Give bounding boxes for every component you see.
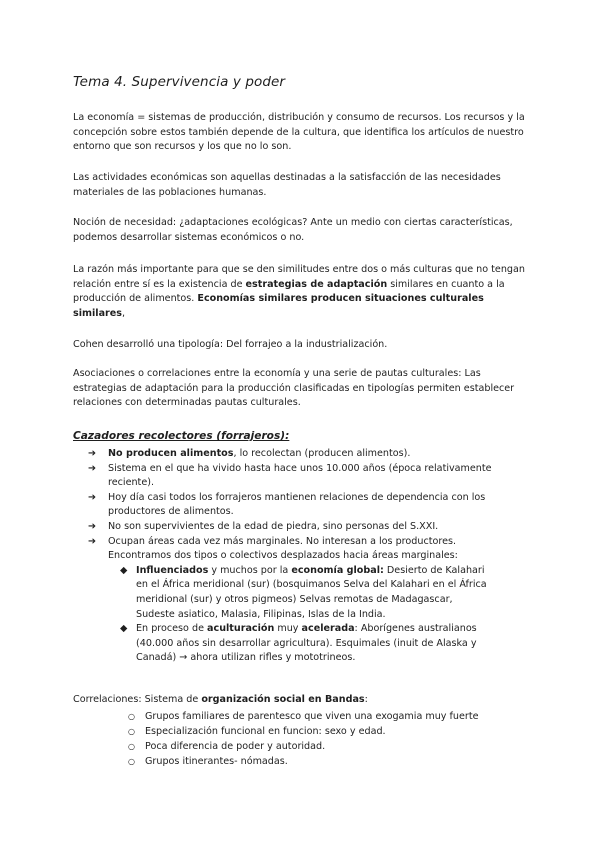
diamond-bullet-icon: ◆ <box>120 623 128 635</box>
text-span: Grupos itinerantes- nómadas. <box>145 756 288 767</box>
text-span: No son supervivientes de la edad de piedra, sino personas del S.XXI. <box>108 520 439 532</box>
bold-text: acelerada <box>301 623 355 635</box>
paragraph-necesidad: Noción de necesidad: ¿adaptaciones ecológicas? Ante un medio con ciertas características, podemos desarrollar sistemas económicos o no. <box>73 217 513 243</box>
paragraph-razon <box>73 263 533 321</box>
list-item <box>126 754 526 769</box>
page-title: Tema 4. Supervivencia y poder <box>73 74 286 90</box>
list-item <box>88 462 528 491</box>
arrow-bullet-icon: ➔ <box>88 535 97 547</box>
text-span: muy <box>274 623 302 635</box>
text-span: Correlaciones: Sistema de <box>73 694 202 705</box>
text-span: Especialización funcional en funcion: sexo y edad. <box>145 726 386 737</box>
list-item <box>108 622 488 666</box>
text-span: En proceso de <box>136 623 208 635</box>
arrow-list <box>88 447 528 666</box>
circle-bullet-icon: ○ <box>128 757 135 766</box>
arrow-bullet-icon: ➔ <box>88 491 97 503</box>
bold-text: aculturación <box>207 623 275 635</box>
paragraph-asociaciones: Asociaciones o correlaciones entre la economía y una serie de pautas culturales: Las estrategias de adaptación para la producción clasificadas en tipologías permiten establecer relaciones con determinadas pautas culturales. <box>73 368 515 409</box>
list-item <box>88 491 528 520</box>
section-heading-text: Cazadores recolectores (forrajeros): <box>73 430 290 442</box>
paragraph-economia: La economía = sistemas de producción, distribución y consumo de recursos. Los recursos y la concepción sobre estos también depende de la cultura, que identifica los artículos de nuestro entorno que son recursos y los que no lo son. <box>73 112 525 153</box>
paragraph-cohen: Cohen desarrolló una tipología: Del forrajeo a la industrialización. <box>73 339 388 350</box>
circle-bullet-icon: ○ <box>128 727 135 736</box>
text-span: : <box>364 694 368 705</box>
diamond-list <box>108 564 488 666</box>
text-span: Grupos familiares de parentesco que viven una exogamia muy fuerte <box>145 711 479 722</box>
list-item <box>88 520 528 535</box>
bold-text: estrategias de adaptación <box>245 278 388 290</box>
bold-text: Influenciados <box>136 564 209 576</box>
arrow-bullet-icon: ➔ <box>88 448 97 459</box>
text-span: , lo recolectan (producen alimentos). <box>233 448 411 459</box>
bold-text: economía global: <box>291 564 384 576</box>
text-line: Encontramos dos tipos o colectivos desplazados hacia áreas marginales: <box>108 550 458 562</box>
list-item <box>126 709 526 724</box>
text-span: Hoy día casi todos los forrajeros mantienen relaciones de dependencia con los productores de alimentos. <box>108 491 486 518</box>
bold-text: Economías similares producen situaciones culturales similares <box>73 293 484 319</box>
arrow-bullet-icon: ➔ <box>88 520 97 532</box>
bold-text: No producen alimentos <box>108 448 234 459</box>
text-span: Poca diferencia de poder y autoridad. <box>145 741 326 752</box>
arrow-bullet-icon: ➔ <box>88 462 97 474</box>
text-line: Ocupan áreas cada vez más marginales. No interesan a los productores. <box>108 535 457 547</box>
text-span: Desierto de Kalahari en el África meridional (sur) (bosquimanos Selva del Kalahari en el África meridional (sur) y otros pigmeos) Selvas remotas de Madagascar, Sudeste asiatico, Malasia, Filipinas, Islas de la India. <box>136 564 487 620</box>
section-heading <box>73 430 289 442</box>
text-span: La razón más importante para que se den similitudes entre dos o más culturas que no tengan relación entre sí es la existencia de <box>73 264 525 290</box>
paragraph-correlaciones <box>73 693 533 708</box>
paragraph-actividades: Las actividades económicas son aquellas destinadas a la satisfacción de las necesidades materiales de las poblaciones humanas. <box>73 172 501 198</box>
circle-list <box>126 709 526 769</box>
text-span: , <box>122 307 126 319</box>
diamond-bullet-icon: ◆ <box>120 564 128 576</box>
bold-text: organización social en Bandas <box>201 694 365 705</box>
circle-bullet-icon: ○ <box>128 712 135 721</box>
text-span: Sistema en el que ha vivido hasta hace unos 10.000 años (época relativamente reciente). <box>108 462 492 489</box>
text-span: y muchos por la <box>208 564 292 576</box>
list-item <box>88 535 528 666</box>
text-span: similares en cuanto a la producción de alimentos. <box>73 278 505 305</box>
list-item <box>126 739 526 754</box>
list-item <box>108 564 488 622</box>
text-span: : Aborígenes australianos (40.000 años sin desarrollar agricultura). Esquimales (inuit de Alaska y Canadá) → ahora utilizan rifles y mototrineos. <box>136 623 477 664</box>
circle-bullet-icon: ○ <box>128 742 135 751</box>
list-item <box>126 724 526 739</box>
list-item <box>88 447 528 462</box>
